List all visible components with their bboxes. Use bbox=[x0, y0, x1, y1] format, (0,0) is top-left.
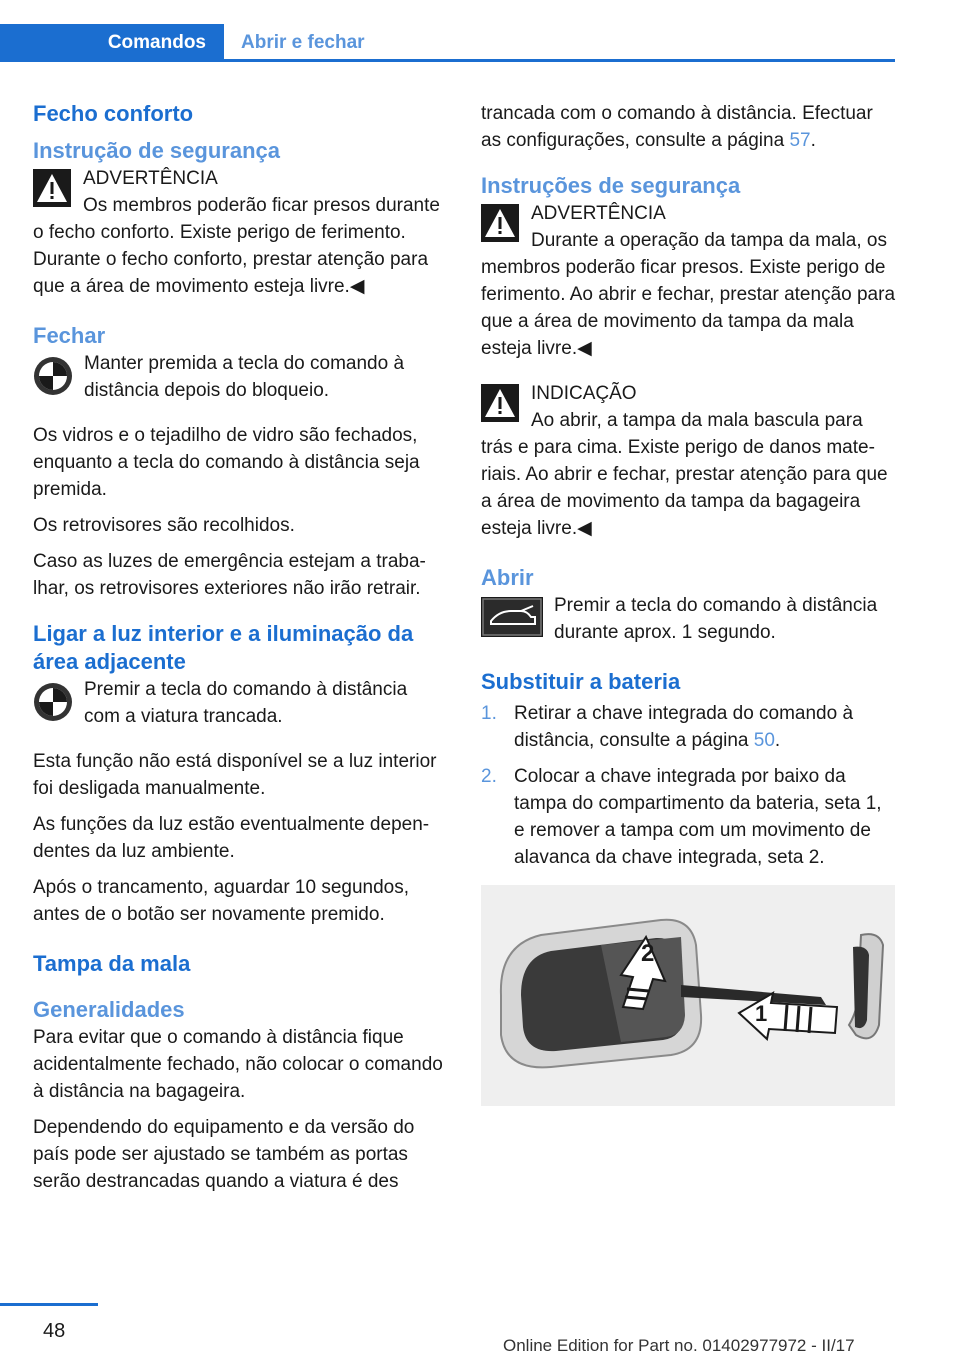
ligar-note-text: Premir a tecla do comando à distância com a viatura trancada. bbox=[84, 679, 408, 727]
header-divider bbox=[0, 59, 895, 62]
tab-abrir-e-fechar[interactable]: Abrir e fechar bbox=[241, 32, 365, 53]
left-column bbox=[33, 100, 447, 1195]
paragraph: Os retrovisores são recolhidos. bbox=[33, 515, 295, 536]
abrir-note-text: Premir a tecla do comando à distância durante aprox. 1 segundo. bbox=[554, 595, 878, 643]
warning-note-2 bbox=[481, 200, 895, 362]
step-number: 2. bbox=[481, 766, 497, 787]
trunk-button-icon bbox=[481, 597, 543, 637]
header-tabs bbox=[0, 0, 895, 62]
paragraph: As funções da luz estão eventualmente dependentes da luz ambiente. bbox=[33, 814, 430, 862]
fechar-note-text: Manter premida a tecla do comando à distância depois do bloqueio. bbox=[84, 353, 405, 401]
warning-triangle-icon bbox=[481, 204, 519, 242]
right-column bbox=[481, 100, 895, 1106]
list-item: 2. Colocar a chave integrada por baixo da tampa do compartimento da bateria, seta 1, e remover a tampa com um movimento de alavanca da chave integrada, seta 2. bbox=[481, 763, 895, 871]
heading-ligar-luz: Ligar a luz interior e a iluminação da área adjacente bbox=[33, 621, 414, 674]
warning-triangle-icon bbox=[481, 384, 519, 422]
edition-text: Online Edition for Part no. 01402977972 - II/17 bbox=[503, 1336, 855, 1355]
heading-substituir-bateria: Substituir a bateria bbox=[481, 669, 681, 694]
heading-fechar: Fechar bbox=[33, 323, 106, 348]
key-illustration bbox=[481, 885, 895, 1106]
bmw-key-icon bbox=[33, 356, 73, 396]
footer-divider bbox=[0, 1303, 98, 1306]
paragraph: Dependendo do equipamento e da versão do país pode ser ajustado se também as portas serão destrancadas quando a viatura é des bbox=[33, 1117, 415, 1192]
warning-text: Os membros poderão ficar presos durante o fecho conforto. Existe perigo de ferimento. Durante o fecho conforto, prestar atenção para que a área de movimento esteja livre.◀ bbox=[33, 195, 440, 297]
heading-abrir: Abrir bbox=[481, 565, 534, 590]
note-text: Ao abrir, a tampa da mala bascula para trás e para cima. Existe perigo de danos materiais. Ao abrir e fechar, prestar atenção para que a área de movimento da tampa da bagageira esteja livre.◀ bbox=[481, 410, 888, 539]
fechar-note bbox=[33, 350, 447, 404]
paragraph: Os vidros e o tejadilho de vidro são fechados, enquanto a tecla do comando à distância seja premida. bbox=[33, 425, 420, 500]
warning-title: ADVERTÊNCIA bbox=[531, 203, 666, 224]
step-number: 1. bbox=[481, 703, 497, 724]
bmw-key-icon bbox=[33, 682, 73, 722]
paragraph: Caso as luzes de emergência estejam a trabalhar, os retrovisores exteriores não irão retrair. bbox=[33, 551, 426, 599]
battery-replacement-figure bbox=[481, 885, 895, 1106]
warning-note-1 bbox=[33, 165, 447, 300]
paragraph: Após o trancamento, aguardar 10 segundos, antes de o botão ser novamente premido. bbox=[33, 877, 410, 925]
arrow-label-1: 1 bbox=[755, 1001, 768, 1026]
heading-fecho-conforto: Fecho conforto bbox=[33, 101, 194, 126]
heading-generalidades: Generalidades bbox=[33, 997, 185, 1022]
page-link-50[interactable]: 50 bbox=[753, 730, 775, 751]
heading-instrucao-seguranca: Instrução de segurança bbox=[33, 138, 280, 163]
warning-text: Durante a operação da tampa da mala, os membros poderão ficar presos. Existe perigo de ferimento. Ao abrir e fechar, prestar atenção para que a área de movimento da tampa da mala esteja livre.◀ bbox=[481, 230, 896, 359]
page-link-57[interactable]: 57 bbox=[789, 130, 811, 151]
paragraph-continued: trancada com o comando à distância. Efectuar as configurações, consulte a página 57. bbox=[481, 103, 873, 151]
heading-instrucoes-seguranca: Instruções de segurança bbox=[481, 173, 741, 198]
abrir-note bbox=[481, 592, 895, 646]
warning-title: ADVERTÊNCIA bbox=[83, 168, 218, 189]
indicacao-note bbox=[481, 380, 895, 542]
note-title: INDICAÇÃO bbox=[531, 383, 637, 404]
paragraph: Para evitar que o comando à distância fique acidentalmente fechado, não colocar o comando à distância na bagageira. bbox=[33, 1027, 443, 1102]
page-number: 48 bbox=[43, 1320, 66, 1342]
tab-comandos[interactable]: Comandos bbox=[0, 24, 224, 60]
list-item: 1. Retirar a chave integrada do comando à distância, consulte a página 50. bbox=[481, 700, 895, 754]
steps-list bbox=[481, 700, 895, 871]
warning-triangle-icon bbox=[33, 169, 71, 207]
ligar-note bbox=[33, 676, 447, 730]
arrow-label-2: 2 bbox=[641, 940, 655, 967]
paragraph: Esta função não está disponível se a luz interior foi desligada manualmente. bbox=[33, 751, 437, 799]
heading-tampa-da-mala: Tampa da mala bbox=[33, 951, 191, 976]
